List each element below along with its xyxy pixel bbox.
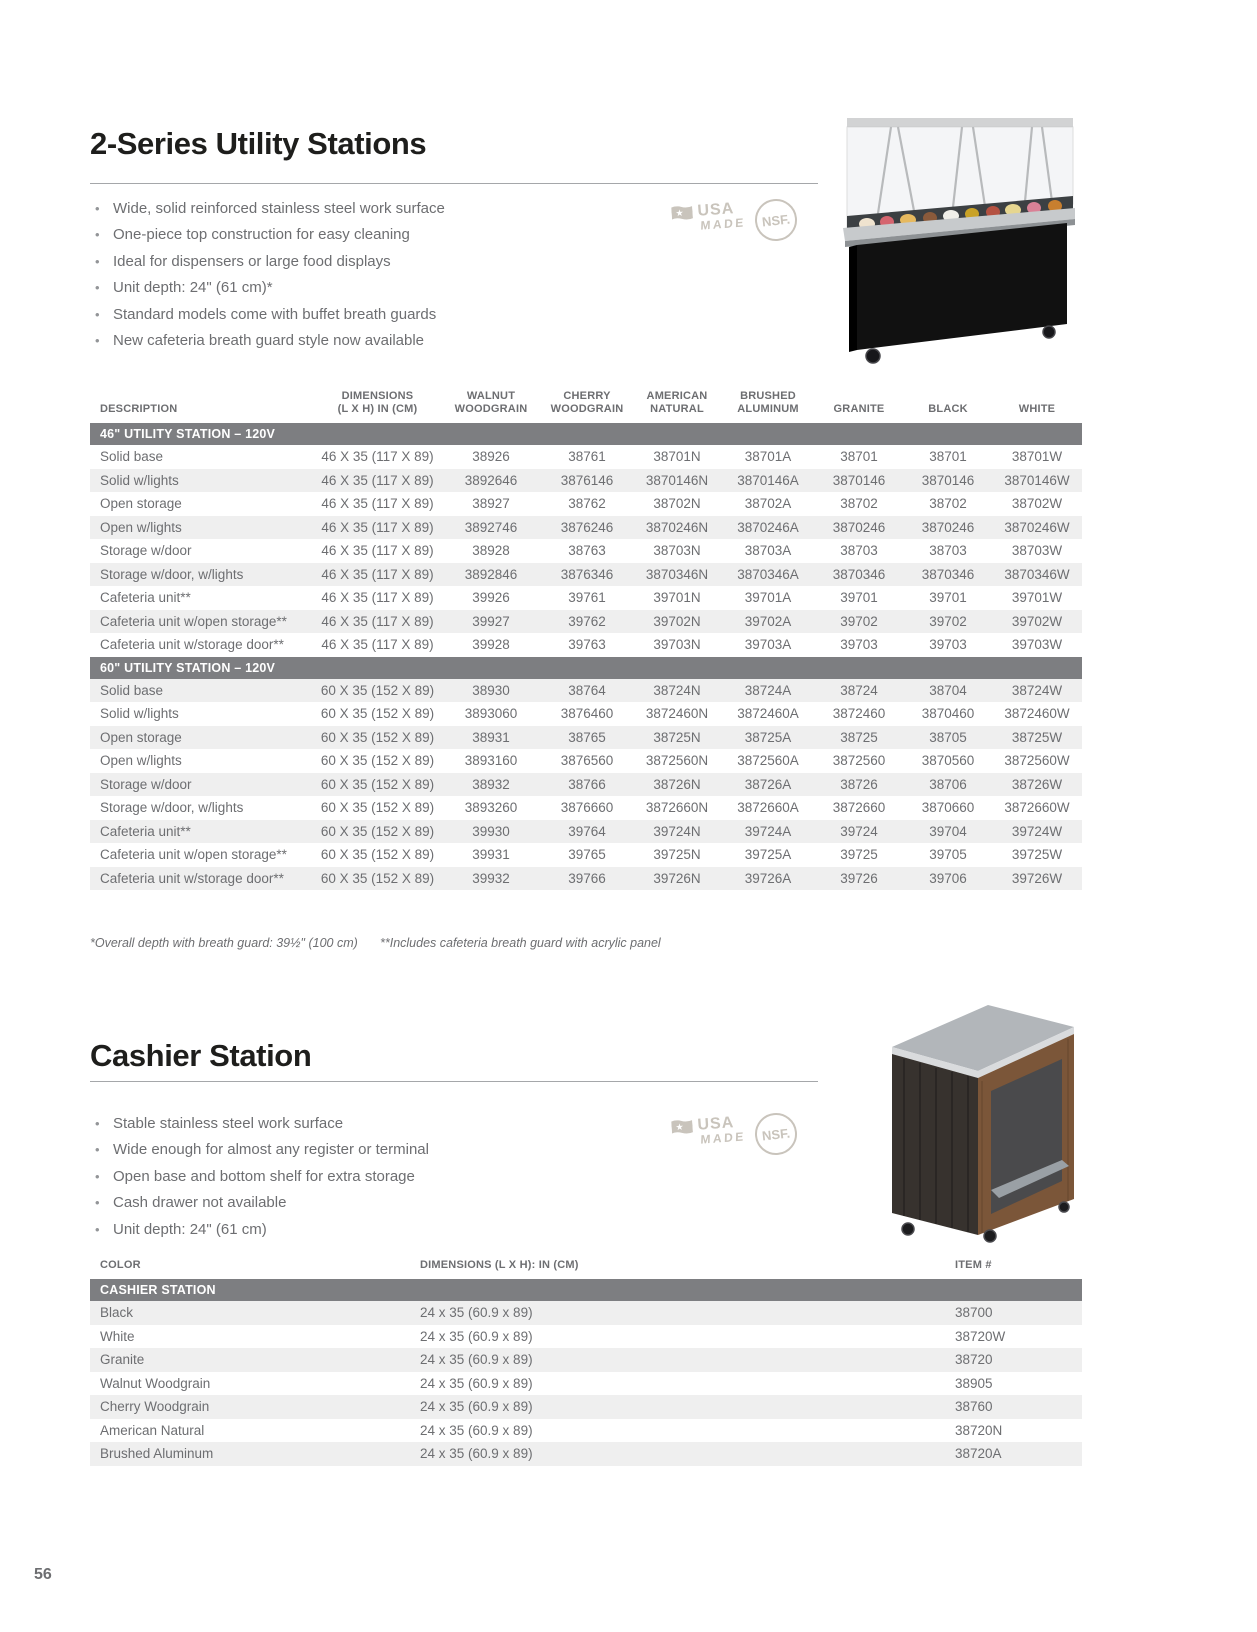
table-cell: 3870660 bbox=[921, 800, 975, 816]
table-row bbox=[90, 843, 1082, 867]
table-cell: 38931 bbox=[440, 726, 542, 750]
table-cell: Cafeteria unit w/open storage** bbox=[90, 610, 315, 634]
table-cell: 38762 bbox=[568, 496, 606, 512]
table-cell: 38726W bbox=[992, 773, 1082, 797]
table-cell: 60 X 35 (152 X 89) bbox=[320, 800, 435, 816]
table-cell: 3870246 bbox=[814, 516, 904, 540]
table-cell: Granite bbox=[90, 1348, 420, 1372]
table-cell: 39766 bbox=[542, 867, 632, 891]
table-cell: 60 X 35 (152 X 89) bbox=[320, 706, 435, 722]
table-cell: 39726 bbox=[814, 867, 904, 891]
svg-text:★: ★ bbox=[675, 207, 684, 219]
nsf-badge-2 bbox=[753, 1111, 799, 1157]
table-cell: 39932 bbox=[440, 867, 542, 891]
table-cell: 3876460 bbox=[560, 706, 614, 722]
table-cell: Cafeteria unit w/storage door** bbox=[90, 867, 315, 891]
col-granite: GRANITE bbox=[833, 403, 885, 415]
table-cell: 60 X 35 (152 X 89) bbox=[315, 773, 440, 797]
table-cell: 38703A bbox=[744, 543, 792, 559]
table-cell: 46 X 35 (117 X 89) bbox=[315, 516, 440, 540]
table-cell: 39702A bbox=[722, 610, 814, 634]
table-row bbox=[90, 702, 1082, 726]
cashier-section-title: Cashier Station bbox=[90, 1038, 312, 1073]
table-cell: 60 X 35 (152 X 89) bbox=[315, 867, 440, 891]
table-cell: 3870146W bbox=[992, 469, 1082, 493]
feature-bullet: • New cafeteria breath guard style now available bbox=[92, 328, 445, 354]
table-cell: 39931 bbox=[472, 847, 510, 863]
cashier-station-photo bbox=[878, 985, 1083, 1243]
table-cell: 39701 bbox=[840, 590, 878, 606]
table-row bbox=[90, 1325, 1082, 1349]
utility-station-photo bbox=[835, 116, 1077, 364]
table-cell: 38726N bbox=[632, 773, 722, 797]
nsf-label: NSF. bbox=[761, 211, 791, 229]
table-row bbox=[90, 1442, 1082, 1466]
table-cell: 39706 bbox=[904, 867, 992, 891]
table-cell: 3876146 bbox=[542, 469, 632, 493]
col-white: WHITE bbox=[1018, 403, 1056, 415]
footnote-cafeteria: **Includes cafeteria breath guard with acrylic panel bbox=[380, 936, 661, 950]
table-cell: 46 X 35 (117 X 89) bbox=[321, 543, 434, 559]
col-walnut: WALNUT WOODGRAIN bbox=[454, 390, 528, 415]
table-cell: 38702A bbox=[744, 496, 792, 512]
table-cell: 3893160 bbox=[464, 753, 518, 769]
table-cell: 38703 bbox=[929, 543, 967, 559]
table-cell: 24 x 35 (60.9 x 89) bbox=[420, 1395, 955, 1419]
table-cell: 3876346 bbox=[542, 563, 632, 587]
table-cell: Cafeteria unit** bbox=[90, 820, 315, 844]
table-cell: 24 x 35 (60.9 x 89) bbox=[420, 1375, 533, 1391]
table-cell: 38764 bbox=[542, 679, 632, 703]
table-cell: Storage w/door bbox=[100, 543, 192, 559]
made-text: MADE bbox=[700, 1129, 746, 1147]
table-cell: 39726N bbox=[632, 867, 722, 891]
table-cell: 38765 bbox=[542, 726, 632, 750]
table-row bbox=[90, 586, 1082, 610]
cashier-feature-list bbox=[92, 1111, 429, 1243]
table-cell: 39725A bbox=[744, 847, 792, 863]
table-cell: 39705 bbox=[929, 847, 967, 863]
table-row bbox=[90, 1348, 1082, 1372]
table-cell: 39724N bbox=[632, 820, 722, 844]
table-cell: 46 X 35 (117 X 89) bbox=[321, 496, 434, 512]
table-cell: 60 X 35 (152 X 89) bbox=[315, 726, 440, 750]
table-cell: 3876246 bbox=[542, 516, 632, 540]
table-cell: Black bbox=[90, 1301, 420, 1325]
table-row bbox=[90, 469, 1082, 493]
table-cell: 39724 bbox=[814, 820, 904, 844]
table-cell: 39702 bbox=[814, 610, 904, 634]
col-dimensions: DIMENSIONS (L X H): IN (CM) bbox=[420, 1259, 579, 1271]
table-cell: Walnut Woodgrain bbox=[100, 1375, 211, 1391]
table-cell: 38706 bbox=[904, 773, 992, 797]
table-row bbox=[90, 610, 1082, 634]
table-cell: 38724W bbox=[992, 679, 1082, 703]
table-cell: 39704 bbox=[904, 820, 992, 844]
table-cell: 3870246W bbox=[992, 516, 1082, 540]
table-cell: 60 X 35 (152 X 89) bbox=[320, 753, 435, 769]
table-cell: 38930 bbox=[440, 679, 542, 703]
table-cell: Solid w/lights bbox=[90, 469, 315, 493]
table-cell: 46 X 35 (117 X 89) bbox=[321, 590, 434, 606]
table-cell: 38928 bbox=[472, 543, 510, 559]
table-cell: 39724W bbox=[992, 820, 1082, 844]
utility-table-header-row bbox=[90, 377, 1082, 423]
page-number: 56 bbox=[34, 1566, 52, 1583]
col-american: AMERICAN NATURAL bbox=[646, 390, 708, 415]
title-divider bbox=[90, 183, 818, 184]
table-cell: 3872660 bbox=[832, 800, 886, 816]
feature-bullet: • One-piece top construction for easy cleaning bbox=[92, 222, 445, 248]
usa-made-label bbox=[697, 1115, 746, 1146]
feature-bullet: • Cash drawer not available bbox=[92, 1190, 429, 1216]
table-cell: 38725 bbox=[814, 726, 904, 750]
usa-made-label bbox=[697, 201, 746, 232]
table-cell: 38704 bbox=[904, 679, 992, 703]
table-cell: Cherry Woodgrain bbox=[90, 1395, 420, 1419]
table-cell: 60 X 35 (152 X 89) bbox=[315, 820, 440, 844]
table-cell: Storage w/door, w/lights bbox=[100, 800, 244, 816]
feature-bullet: • Wide enough for almost any register or terminal bbox=[92, 1137, 429, 1163]
table-cell: 38725N bbox=[632, 726, 722, 750]
feature-bullet: • Open base and bottom shelf for extra storage bbox=[92, 1164, 429, 1190]
table-cell: 39724A bbox=[722, 820, 814, 844]
table-row bbox=[90, 1395, 1082, 1419]
table-cell: 38701 bbox=[929, 449, 967, 465]
table-cell: 3893060 bbox=[464, 706, 518, 722]
table-cell: 3872560 bbox=[832, 753, 886, 769]
table-cell: 38763 bbox=[568, 543, 606, 559]
table-cell: 38766 bbox=[542, 773, 632, 797]
table-cell: 3872560A bbox=[737, 753, 799, 769]
cashier-table-header-row bbox=[90, 1253, 1082, 1279]
table-cell: 24 x 35 (60.9 x 89) bbox=[420, 1442, 955, 1466]
table-cell: 38724A bbox=[722, 679, 814, 703]
table-section-header bbox=[90, 657, 1082, 679]
table-cell: 3872460 bbox=[832, 706, 886, 722]
feature-bullet: • Standard models come with buffet breath guards bbox=[92, 302, 445, 328]
table-cell: 38702N bbox=[653, 496, 701, 512]
table-cell: 3870146 bbox=[814, 469, 904, 493]
table-section-label: CASHIER STATION bbox=[90, 1279, 1082, 1301]
table-cell: 38705 bbox=[904, 726, 992, 750]
usa-made-badge bbox=[671, 201, 746, 234]
table-cell: White bbox=[100, 1328, 135, 1344]
table-cell: 60 X 35 (152 X 89) bbox=[315, 679, 440, 703]
table-cell: 39702 bbox=[904, 610, 992, 634]
table-cell: 39764 bbox=[542, 820, 632, 844]
table-row bbox=[90, 633, 1082, 657]
table-cell: 39930 bbox=[440, 820, 542, 844]
table-cell: 60 X 35 (152 X 89) bbox=[320, 847, 435, 863]
table-cell: 38926 bbox=[472, 449, 510, 465]
table-cell: 39725N bbox=[653, 847, 701, 863]
table-cell: Open storage bbox=[90, 726, 315, 750]
nsf-badge bbox=[753, 197, 799, 243]
usa-text: USA bbox=[696, 1114, 735, 1134]
table-cell: 3870346 bbox=[904, 563, 992, 587]
usa-made-badge-2 bbox=[671, 1115, 746, 1148]
table-cell: Solid base bbox=[90, 679, 315, 703]
title-divider-2 bbox=[90, 1081, 818, 1082]
usa-flag-icon bbox=[671, 205, 693, 222]
table-cell: 38726A bbox=[722, 773, 814, 797]
table-cell: Solid base bbox=[100, 449, 164, 465]
table-cell: Solid w/lights bbox=[100, 706, 179, 722]
feature-bullet: • Wide, solid reinforced stainless steel work surface bbox=[92, 196, 445, 222]
table-cell: Cafeteria unit w/open storage** bbox=[100, 847, 287, 863]
table-cell: 39703W bbox=[1011, 637, 1063, 653]
table-cell: 39762 bbox=[542, 610, 632, 634]
table-cell: 3872460W bbox=[1004, 706, 1070, 722]
feature-bullet: • Ideal for dispensers or large food displays bbox=[92, 249, 445, 275]
table-cell: 3872560N bbox=[645, 753, 709, 769]
table-cell: 39703A bbox=[744, 637, 792, 653]
table-cell: 38927 bbox=[472, 496, 510, 512]
table-cell: 39703 bbox=[929, 637, 967, 653]
footnote-depth: *Overall depth with breath guard: 39½" (100 cm) bbox=[90, 936, 358, 950]
table-cell: 39701N bbox=[653, 590, 701, 606]
table-row bbox=[90, 773, 1082, 797]
table-cell: 39726A bbox=[722, 867, 814, 891]
table-cell: American Natural bbox=[100, 1422, 205, 1438]
table-cell: 38700 bbox=[955, 1301, 1082, 1325]
table-cell: 46 X 35 (117 X 89) bbox=[315, 610, 440, 634]
feature-bullet: • Stable stainless steel work surface bbox=[92, 1111, 429, 1137]
table-cell: 39927 bbox=[440, 610, 542, 634]
table-cell: 3872660W bbox=[1004, 800, 1070, 816]
table-cell: 3892846 bbox=[440, 563, 542, 587]
table-cell: 3870346A bbox=[722, 563, 814, 587]
table-cell: 39928 bbox=[472, 637, 510, 653]
table-cell: 3870146A bbox=[722, 469, 814, 493]
table-cell: 38701A bbox=[744, 449, 792, 465]
usa-text: USA bbox=[696, 200, 735, 220]
table-cell: 39726W bbox=[992, 867, 1082, 891]
col-item: ITEM # bbox=[955, 1259, 992, 1271]
table-cell: 39725 bbox=[840, 847, 878, 863]
table-cell: 46 X 35 (117 X 89) bbox=[315, 469, 440, 493]
table-row bbox=[90, 1419, 1082, 1443]
table-cell: 39703 bbox=[840, 637, 878, 653]
table-cell: 39926 bbox=[472, 590, 510, 606]
cashier-station-table bbox=[90, 1253, 1082, 1466]
table-cell: 38701W bbox=[1011, 449, 1063, 465]
table-cell: Brushed Aluminum bbox=[90, 1442, 420, 1466]
table-cell: 38724N bbox=[632, 679, 722, 703]
table-cell: Open w/lights bbox=[90, 516, 315, 540]
table-cell: 46 X 35 (117 X 89) bbox=[321, 449, 434, 465]
table-cell: 39763 bbox=[568, 637, 606, 653]
table-cell: 3872560W bbox=[1004, 753, 1070, 769]
col-cherry: CHERRY WOODGRAIN bbox=[550, 390, 624, 415]
utility-feature-list bbox=[92, 196, 445, 354]
nsf-label: NSF. bbox=[761, 1125, 791, 1143]
table-cell: 24 x 35 (60.9 x 89) bbox=[420, 1301, 955, 1325]
table-row bbox=[90, 679, 1082, 703]
table-cell: 39765 bbox=[568, 847, 606, 863]
table-cell: 38905 bbox=[955, 1375, 993, 1391]
table-section-header bbox=[90, 423, 1082, 445]
table-row bbox=[90, 539, 1082, 563]
table-cell: 39725W bbox=[1011, 847, 1063, 863]
table-cell: 3870246A bbox=[722, 516, 814, 540]
table-cell: 3872460A bbox=[737, 706, 799, 722]
table-cell: 38932 bbox=[440, 773, 542, 797]
table-cell: 39761 bbox=[568, 590, 606, 606]
svg-text:★: ★ bbox=[675, 1121, 684, 1133]
table-row bbox=[90, 796, 1082, 820]
table-cell: 38703N bbox=[653, 543, 701, 559]
table-row bbox=[90, 726, 1082, 750]
table-cell: 39702W bbox=[992, 610, 1082, 634]
table-cell: 24 x 35 (60.9 x 89) bbox=[420, 1422, 533, 1438]
table-cell: 3870346W bbox=[992, 563, 1082, 587]
table-cell: 3872460N bbox=[645, 706, 709, 722]
table-cell: 39701W bbox=[1011, 590, 1063, 606]
table-row bbox=[90, 867, 1082, 891]
table-cell: 38720W bbox=[955, 1328, 1006, 1344]
made-text: MADE bbox=[700, 215, 746, 233]
table-cell: 3870460 bbox=[921, 706, 975, 722]
table-cell: 3876560 bbox=[560, 753, 614, 769]
table-cell: 38701 bbox=[840, 449, 878, 465]
feature-bullet: • Unit depth: 24" (61 cm) bbox=[92, 1217, 429, 1243]
table-section-header bbox=[90, 1279, 1082, 1301]
table-cell: 38720 bbox=[955, 1348, 1082, 1372]
col-dimensions: DIMENSIONS (L X H) IN (CM) bbox=[337, 390, 418, 415]
table-cell: Storage w/door, w/lights bbox=[90, 563, 315, 587]
table-cell: 38703W bbox=[1011, 543, 1063, 559]
table-cell: Cafeteria unit w/storage door** bbox=[100, 637, 284, 653]
col-brushed: BRUSHED ALUMINUM bbox=[737, 390, 799, 415]
table-cell: 39702N bbox=[632, 610, 722, 634]
table-section-label: 46" UTILITY STATION – 120V bbox=[90, 423, 1082, 445]
table-cell: 3870246N bbox=[632, 516, 722, 540]
table-cell: 38702 bbox=[840, 496, 878, 512]
table-row bbox=[90, 749, 1082, 773]
table-cell: 38703 bbox=[840, 543, 878, 559]
col-color: COLOR bbox=[100, 1259, 141, 1271]
table-cell: 38760 bbox=[955, 1395, 1082, 1419]
table-cell: Cafeteria unit** bbox=[100, 590, 191, 606]
col-black: BLACK bbox=[928, 403, 968, 415]
table-cell: 39701 bbox=[929, 590, 967, 606]
table-cell: 3872660N bbox=[645, 800, 709, 816]
table-cell: 38701N bbox=[653, 449, 701, 465]
table-cell: 3892646 bbox=[440, 469, 542, 493]
table-cell: 3893260 bbox=[464, 800, 518, 816]
table-cell: 3872660A bbox=[737, 800, 799, 816]
table-row bbox=[90, 492, 1082, 516]
table-row bbox=[90, 820, 1082, 844]
usa-flag-icon bbox=[671, 1119, 693, 1136]
table-cell: Open w/lights bbox=[100, 753, 182, 769]
table-cell: 38720A bbox=[955, 1442, 1082, 1466]
table-cell: 38726 bbox=[814, 773, 904, 797]
table-cell: 46 X 35 (117 X 89) bbox=[321, 637, 434, 653]
table-cell: 3870346N bbox=[632, 563, 722, 587]
table-row bbox=[90, 445, 1082, 469]
table-cell: 38761 bbox=[568, 449, 606, 465]
table-cell: 39701A bbox=[744, 590, 792, 606]
table-cell: 24 x 35 (60.9 x 89) bbox=[420, 1328, 533, 1344]
feature-bullet: • Unit depth: 24" (61 cm)* bbox=[92, 275, 445, 301]
utility-section-title: 2-Series Utility Stations bbox=[90, 126, 427, 161]
table-section-label: 60" UTILITY STATION – 120V bbox=[90, 657, 1082, 679]
table-cell: 46 X 35 (117 X 89) bbox=[315, 563, 440, 587]
table-cell: 3892746 bbox=[440, 516, 542, 540]
table-cell: 38725W bbox=[992, 726, 1082, 750]
table-cell: 39703N bbox=[653, 637, 701, 653]
table-cell: 24 x 35 (60.9 x 89) bbox=[420, 1348, 955, 1372]
table-cell: 3870246 bbox=[904, 516, 992, 540]
table-cell: 38720N bbox=[955, 1422, 1003, 1438]
table-cell: 38702 bbox=[929, 496, 967, 512]
table-cell: 3870146N bbox=[632, 469, 722, 493]
table-cell: 3876660 bbox=[560, 800, 614, 816]
table-cell: 3870346 bbox=[814, 563, 904, 587]
table-row bbox=[90, 1372, 1082, 1396]
col-description: DESCRIPTION bbox=[100, 403, 178, 415]
table-row bbox=[90, 1301, 1082, 1325]
table-cell: Open storage bbox=[100, 496, 182, 512]
utility-station-table bbox=[90, 377, 1082, 890]
table-cell: 38725A bbox=[722, 726, 814, 750]
table-cell: 3870146 bbox=[904, 469, 992, 493]
table-cell: 3870560 bbox=[921, 753, 975, 769]
table-cell: 38702W bbox=[1011, 496, 1063, 512]
table-row bbox=[90, 516, 1082, 540]
table-cell: Storage w/door bbox=[90, 773, 315, 797]
table-row bbox=[90, 563, 1082, 587]
table-cell: 38724 bbox=[814, 679, 904, 703]
